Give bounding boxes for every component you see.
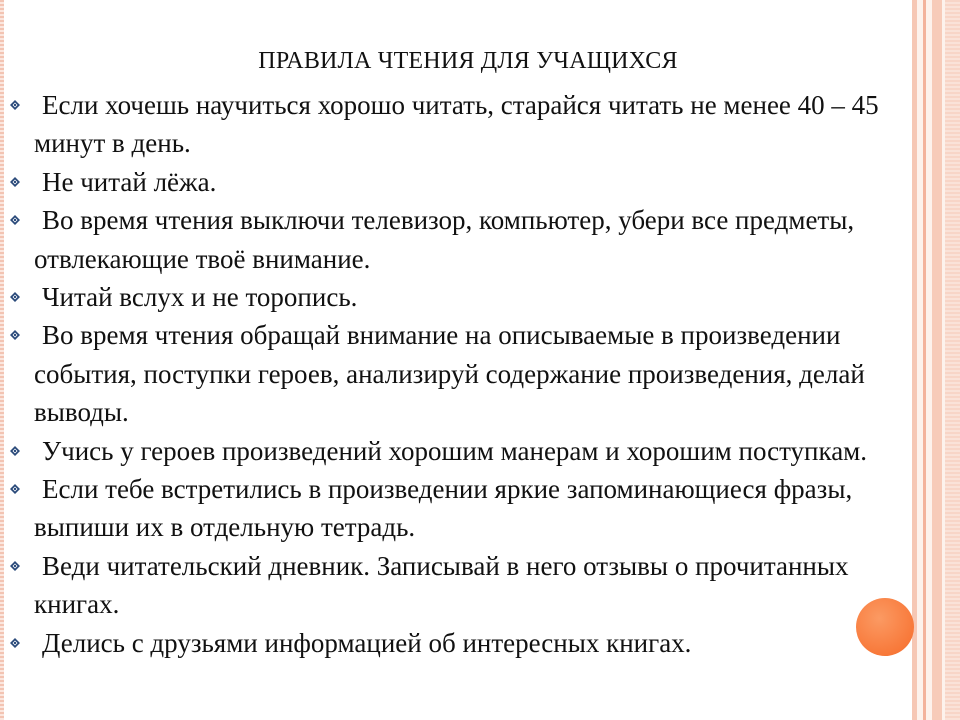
- rule-item: [10, 278, 930, 316]
- rule-item: [10, 86, 930, 163]
- rule-text: Во время чтения выключи телевизор, компьютер, убери все предметы, отвлекающие твоё внимание.: [34, 205, 855, 274]
- rule-item: [10, 163, 930, 201]
- rule-item: [10, 547, 930, 624]
- rule-item: [10, 470, 930, 547]
- diamond-bullet-icon: [10, 446, 20, 456]
- rule-item: [10, 316, 930, 431]
- diamond-bullet-icon: [10, 638, 20, 648]
- rule-text: Если хочешь научиться хорошо читать, старайся читать не менее 40 – 45 минут в день.: [34, 90, 879, 159]
- diamond-bullet-icon: [10, 561, 20, 571]
- rule-text: Учись у героев произведений хорошим манерам и хорошим поступкам.: [42, 435, 868, 466]
- rule-text: Если тебе встретились в произведении яркие запоминающиеся фразы, выпиши их в отдельную тетрадь.: [34, 474, 853, 543]
- stripe: [932, 0, 942, 720]
- diamond-bullet-icon: [10, 215, 20, 225]
- rule-text: Не читай лёжа.: [42, 166, 217, 197]
- diamond-bullet-icon: [10, 100, 20, 110]
- slide-title: ПРАВИЛА ЧТЕНИЯ ДЛЯ УЧАЩИХСЯ: [258, 48, 678, 74]
- rule-item: [10, 432, 930, 470]
- diamond-bullet-icon: [10, 292, 20, 302]
- rule-text: Во время чтения обращай внимание на описываемые в произведении события, поступки героев, анализируй содержание произведения, делай выводы.: [34, 320, 865, 428]
- diamond-bullet-icon: [10, 330, 20, 340]
- rule-text: Веди читательский дневник. Записывай в него отзывы о прочитанных книгах.: [34, 550, 849, 620]
- decorative-orange-circle: [856, 598, 914, 656]
- diamond-bullet-icon: [10, 484, 20, 494]
- rules-list: [10, 86, 930, 662]
- rule-item: [10, 201, 930, 278]
- left-frame-border: [0, 0, 4, 720]
- diamond-bullet-icon: [10, 177, 20, 187]
- stripe: [945, 0, 960, 720]
- rule-text: Делись с друзьями информацией об интересных книгах.: [42, 627, 692, 658]
- rule-item: [10, 624, 930, 662]
- rule-text: Читай вслух и не торопись.: [42, 282, 358, 313]
